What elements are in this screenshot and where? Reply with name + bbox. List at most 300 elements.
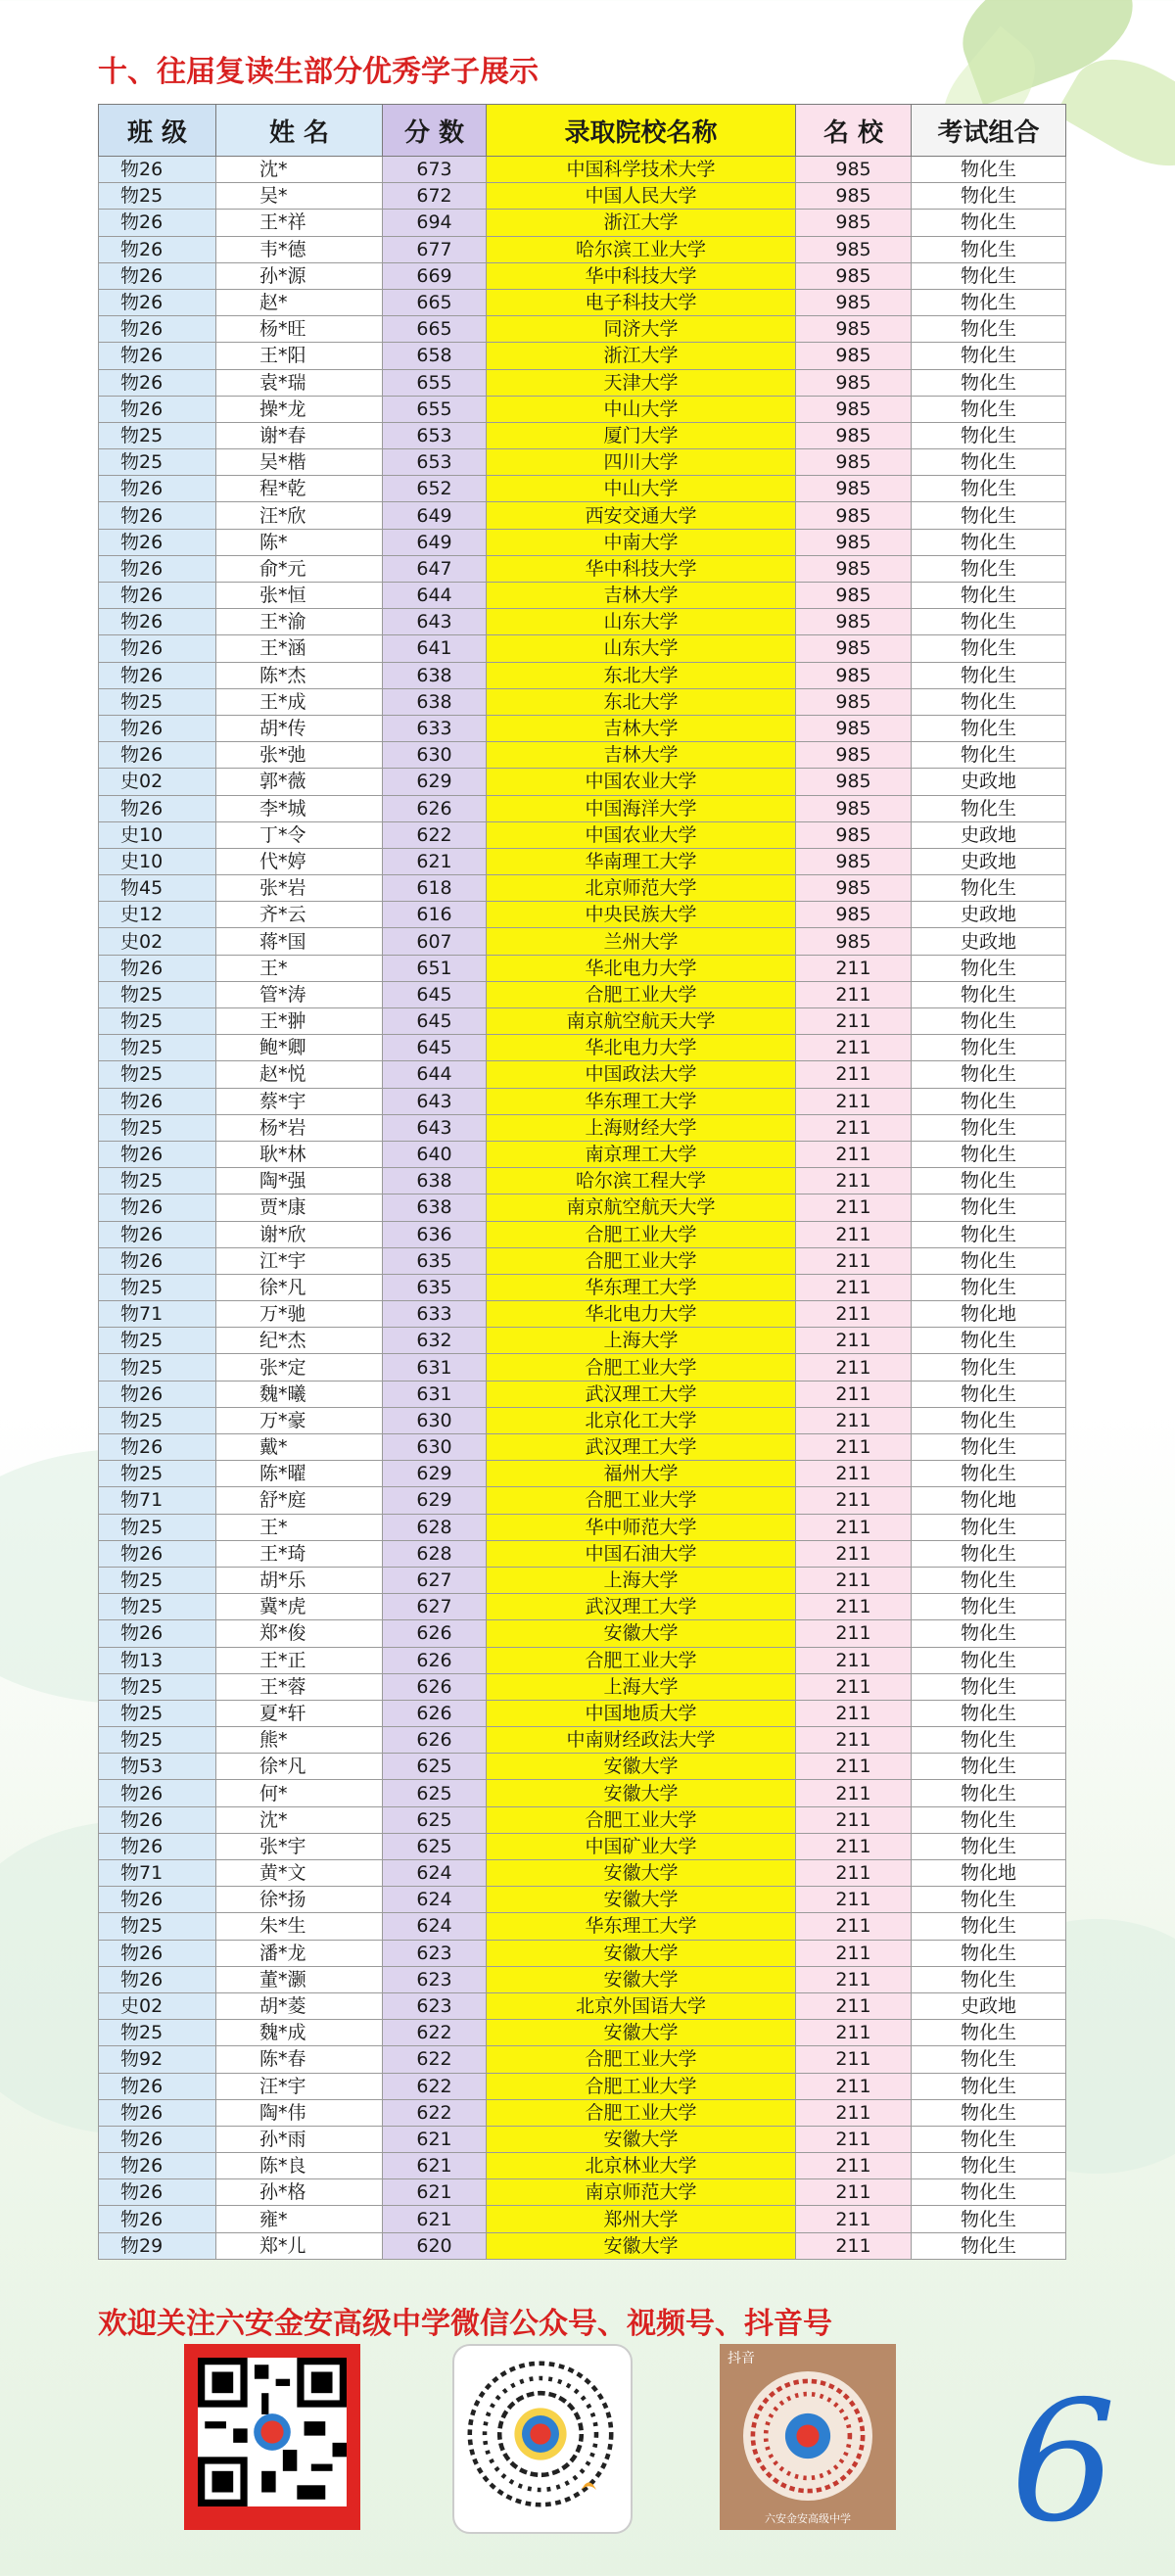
cell-combo: 物化生 <box>912 1966 1066 1992</box>
cell-combo: 物化生 <box>912 1407 1066 1433</box>
cell-class: 物26 <box>99 1780 216 1806</box>
douyin-qr-code[interactable] <box>720 2344 896 2530</box>
cell-name: 胡*传 <box>216 715 383 741</box>
cell-school: 厦门大学 <box>487 422 796 448</box>
cell-tier: 985 <box>796 609 912 635</box>
cell-school: 山东大学 <box>487 635 796 662</box>
table-row <box>99 1833 1066 1859</box>
cell-score: 624 <box>383 1887 487 1913</box>
table-row <box>99 2126 1066 2152</box>
cell-combo: 物化生 <box>912 1727 1066 1754</box>
cell-combo: 物化生 <box>912 1806 1066 1833</box>
cell-class: 物25 <box>99 1407 216 1433</box>
cell-tier: 211 <box>796 1780 912 1806</box>
table-row <box>99 1673 1066 1700</box>
cell-combo: 物化生 <box>912 396 1066 422</box>
cell-tier: 985 <box>796 635 912 662</box>
cell-school: 中南财经政法大学 <box>487 1727 796 1754</box>
cell-school: 中国矿业大学 <box>487 1833 796 1859</box>
cell-score: 626 <box>383 1647 487 1673</box>
table-row <box>99 1461 1066 1487</box>
table-row <box>99 848 1066 874</box>
cell-name: 王*成 <box>216 688 383 715</box>
cell-school: 武汉理工大学 <box>487 1381 796 1407</box>
cell-class: 物26 <box>99 662 216 688</box>
douyin-app-label: 抖音 <box>728 2351 755 2366</box>
cell-name: 陈* <box>216 529 383 555</box>
cell-score: 621 <box>383 848 487 874</box>
cell-combo: 物化生 <box>912 1008 1066 1035</box>
cell-school: 哈尔滨工程大学 <box>487 1168 796 1194</box>
cell-score: 655 <box>383 396 487 422</box>
cell-name: 张*弛 <box>216 742 383 769</box>
cell-school: 南京理工大学 <box>487 1141 796 1167</box>
cell-name: 吴* <box>216 183 383 210</box>
cell-score: 626 <box>383 1620 487 1647</box>
cell-tier: 211 <box>796 1887 912 1913</box>
cell-tier: 211 <box>796 2153 912 2179</box>
cell-school: 上海大学 <box>487 1328 796 1354</box>
cell-name: 王*琦 <box>216 1540 383 1567</box>
cell-name: 何* <box>216 1780 383 1806</box>
table-row <box>99 236 1066 262</box>
cell-combo: 物化生 <box>912 157 1066 183</box>
cell-combo: 史政地 <box>912 928 1066 955</box>
cell-combo: 物化生 <box>912 981 1066 1007</box>
cell-combo: 物化生 <box>912 662 1066 688</box>
cell-tier: 211 <box>796 1833 912 1859</box>
cell-combo: 物化生 <box>912 955 1066 981</box>
cell-name: 陈*杰 <box>216 662 383 688</box>
cell-score: 651 <box>383 955 487 981</box>
table-row <box>99 981 1066 1007</box>
cell-school: 华东理工大学 <box>487 1913 796 1940</box>
cell-combo: 物化生 <box>912 688 1066 715</box>
table-row <box>99 1061 1066 1088</box>
cell-score: 627 <box>383 1567 487 1593</box>
cell-combo: 物化生 <box>912 2020 1066 2046</box>
cell-combo: 物化生 <box>912 1221 1066 1247</box>
cell-class: 物26 <box>99 2126 216 2152</box>
table-row <box>99 1301 1066 1328</box>
table-row <box>99 476 1066 502</box>
cell-score: 626 <box>383 1673 487 1700</box>
cell-class: 物26 <box>99 343 216 369</box>
cell-class: 物26 <box>99 635 216 662</box>
cell-school: 东北大学 <box>487 662 796 688</box>
cell-class: 物26 <box>99 1088 216 1114</box>
cell-name: 程*乾 <box>216 476 383 502</box>
cell-school: 安徽大学 <box>487 2020 796 2046</box>
cell-tier: 211 <box>796 1940 912 1966</box>
cell-combo: 史政地 <box>912 1992 1066 2019</box>
header-tier: 名 校 <box>796 105 912 157</box>
cell-name: 张*岩 <box>216 875 383 902</box>
cell-score: 616 <box>383 902 487 928</box>
cell-tier: 985 <box>796 343 912 369</box>
cell-combo: 物化生 <box>912 1833 1066 1859</box>
cell-school: 电子科技大学 <box>487 289 796 315</box>
cell-tier: 211 <box>796 1061 912 1088</box>
cell-name: 陈*曜 <box>216 1461 383 1487</box>
cell-name: 王*阳 <box>216 343 383 369</box>
cell-tier: 211 <box>796 1727 912 1754</box>
cell-name: 杨*岩 <box>216 1114 383 1141</box>
cell-name: 俞*元 <box>216 555 383 582</box>
cell-class: 物25 <box>99 1061 216 1088</box>
cell-score: 622 <box>383 821 487 848</box>
table-row <box>99 1008 1066 1035</box>
cell-school: 中国石油大学 <box>487 1540 796 1567</box>
cell-tier: 211 <box>796 1806 912 1833</box>
cell-score: 632 <box>383 1328 487 1354</box>
cell-tier: 211 <box>796 1966 912 1992</box>
cell-class: 史10 <box>99 848 216 874</box>
cell-name: 汪*欣 <box>216 502 383 529</box>
cell-score: 622 <box>383 2073 487 2099</box>
cell-score: 620 <box>383 2232 487 2259</box>
cell-school: 中国科学技术大学 <box>487 157 796 183</box>
cell-combo: 物化生 <box>912 1540 1066 1567</box>
cell-tier: 985 <box>796 928 912 955</box>
cell-class: 物26 <box>99 2099 216 2126</box>
cell-combo: 史政地 <box>912 769 1066 795</box>
table-row <box>99 2179 1066 2206</box>
cell-name: 王* <box>216 955 383 981</box>
cell-name: 吴*楷 <box>216 449 383 476</box>
cell-tier: 985 <box>796 236 912 262</box>
cell-school: 安徽大学 <box>487 1620 796 1647</box>
cell-class: 物26 <box>99 289 216 315</box>
cell-combo: 物化生 <box>912 1274 1066 1300</box>
cell-tier: 985 <box>796 502 912 529</box>
cell-school: 华北电力大学 <box>487 955 796 981</box>
cell-name: 胡*乐 <box>216 1567 383 1593</box>
cell-class: 物26 <box>99 2073 216 2099</box>
cell-name: 陶*强 <box>216 1168 383 1194</box>
cell-tier: 985 <box>796 210 912 236</box>
cell-class: 物26 <box>99 262 216 289</box>
cell-score: 643 <box>383 609 487 635</box>
cell-tier: 985 <box>796 742 912 769</box>
table-row <box>99 529 1066 555</box>
cell-score: 631 <box>383 1381 487 1407</box>
cell-name: 江*宇 <box>216 1247 383 1274</box>
cell-tier: 211 <box>796 1328 912 1354</box>
table-row <box>99 1647 1066 1673</box>
cell-tier: 211 <box>796 1194 912 1221</box>
cell-class: 物26 <box>99 369 216 396</box>
table-row <box>99 742 1066 769</box>
cell-combo: 物化生 <box>912 1035 1066 1061</box>
cell-tier: 211 <box>796 2232 912 2259</box>
cell-school: 华中科技大学 <box>487 555 796 582</box>
cell-class: 物25 <box>99 2020 216 2046</box>
table-row <box>99 1194 1066 1221</box>
cell-name: 戴* <box>216 1434 383 1461</box>
cell-school: 上海大学 <box>487 1567 796 1593</box>
cell-class: 物25 <box>99 1913 216 1940</box>
cell-name: 董*灏 <box>216 1966 383 1992</box>
cell-combo: 物化生 <box>912 1354 1066 1381</box>
cell-name: 孙*源 <box>216 262 383 289</box>
cell-name: 舒*庭 <box>216 1487 383 1514</box>
cell-name: 郑*儿 <box>216 2232 383 2259</box>
cell-score: 645 <box>383 1035 487 1061</box>
table-row <box>99 1381 1066 1407</box>
cell-combo: 物化生 <box>912 1461 1066 1487</box>
page-number: 6 <box>1010 2365 1116 2559</box>
cell-combo: 物化生 <box>912 1061 1066 1088</box>
cell-class: 物26 <box>99 583 216 609</box>
table-row <box>99 1727 1066 1754</box>
qr-code-image <box>466 2360 615 2508</box>
table-row <box>99 1514 1066 1540</box>
table-row <box>99 1700 1066 1726</box>
cell-tier: 211 <box>796 1594 912 1620</box>
cell-school: 哈尔滨工业大学 <box>487 236 796 262</box>
table-row <box>99 1114 1066 1141</box>
cell-score: 624 <box>383 1860 487 1887</box>
table-row <box>99 502 1066 529</box>
cell-score: 694 <box>383 210 487 236</box>
cell-score: 672 <box>383 183 487 210</box>
cell-combo: 物化生 <box>912 1620 1066 1647</box>
table-header-row <box>99 105 1066 157</box>
header-name: 姓 名 <box>216 105 383 157</box>
cell-tier: 211 <box>796 1434 912 1461</box>
cell-class: 物25 <box>99 1727 216 1754</box>
cell-tier: 211 <box>796 1407 912 1433</box>
cell-school: 郑州大学 <box>487 2206 796 2232</box>
cell-score: 640 <box>383 1141 487 1167</box>
cell-class: 物26 <box>99 1966 216 1992</box>
cell-school: 安徽大学 <box>487 1887 796 1913</box>
cell-school: 上海大学 <box>487 1673 796 1700</box>
cell-score: 641 <box>383 635 487 662</box>
cell-school: 浙江大学 <box>487 210 796 236</box>
cell-combo: 物化生 <box>912 1514 1066 1540</box>
cell-combo: 物化生 <box>912 289 1066 315</box>
cell-combo: 物化生 <box>912 343 1066 369</box>
table-row <box>99 1806 1066 1833</box>
cell-name: 纪*杰 <box>216 1328 383 1354</box>
cell-combo: 物化生 <box>912 2179 1066 2206</box>
cell-score: 628 <box>383 1514 487 1540</box>
cell-score: 677 <box>383 236 487 262</box>
cell-school: 安徽大学 <box>487 1966 796 1992</box>
cell-class: 物26 <box>99 1806 216 1833</box>
cell-combo: 史政地 <box>912 902 1066 928</box>
cell-score: 626 <box>383 1700 487 1726</box>
cell-score: 631 <box>383 1354 487 1381</box>
cell-tier: 985 <box>796 688 912 715</box>
cell-score: 621 <box>383 2126 487 2152</box>
cell-combo: 物化生 <box>912 1168 1066 1194</box>
cell-class: 物25 <box>99 981 216 1007</box>
cell-name: 汪*宇 <box>216 2073 383 2099</box>
cell-class: 物26 <box>99 476 216 502</box>
cell-class: 物13 <box>99 1647 216 1673</box>
cell-score: 622 <box>383 2020 487 2046</box>
cell-score: 669 <box>383 262 487 289</box>
cell-tier: 211 <box>796 1088 912 1114</box>
cell-school: 华中科技大学 <box>487 262 796 289</box>
channels-qr-code[interactable] <box>452 2344 633 2534</box>
cell-school: 中国农业大学 <box>487 821 796 848</box>
cell-combo: 物化生 <box>912 609 1066 635</box>
cell-class: 物29 <box>99 2232 216 2259</box>
table-row <box>99 715 1066 741</box>
cell-class: 物71 <box>99 1301 216 1328</box>
cell-score: 643 <box>383 1088 487 1114</box>
cell-score: 626 <box>383 1727 487 1754</box>
cell-score: 653 <box>383 449 487 476</box>
cell-school: 合肥工业大学 <box>487 2073 796 2099</box>
cell-school: 中山大学 <box>487 396 796 422</box>
cell-school: 南京航空航天大学 <box>487 1008 796 1035</box>
cell-school: 西安交通大学 <box>487 502 796 529</box>
cell-score: 647 <box>383 555 487 582</box>
table-row <box>99 2020 1066 2046</box>
cell-combo: 物化生 <box>912 1141 1066 1167</box>
cell-tier: 211 <box>796 1754 912 1780</box>
qr-pattern <box>198 2358 347 2506</box>
table-row <box>99 1168 1066 1194</box>
qr-code-image <box>743 2371 872 2501</box>
cell-school: 华东理工大学 <box>487 1088 796 1114</box>
table-row <box>99 396 1066 422</box>
cell-name: 谢*春 <box>216 422 383 448</box>
cell-class: 物26 <box>99 1620 216 1647</box>
cell-school: 北京化工大学 <box>487 1407 796 1433</box>
cell-school: 中国人民大学 <box>487 183 796 210</box>
cell-school: 武汉理工大学 <box>487 1434 796 1461</box>
cell-name: 王*渝 <box>216 609 383 635</box>
cell-score: 625 <box>383 1780 487 1806</box>
cell-combo: 物化生 <box>912 449 1066 476</box>
cell-tier: 211 <box>796 1381 912 1407</box>
cell-school: 中国政法大学 <box>487 1061 796 1088</box>
cell-tier: 985 <box>796 662 912 688</box>
cell-combo: 物化生 <box>912 1673 1066 1700</box>
cell-score: 665 <box>383 289 487 315</box>
table-row <box>99 1247 1066 1274</box>
cell-name: 张*宇 <box>216 1833 383 1859</box>
cell-class: 物26 <box>99 1247 216 1274</box>
cell-school: 浙江大学 <box>487 343 796 369</box>
table-row <box>99 2206 1066 2232</box>
follow-us-text: 欢迎关注六安金安高级中学微信公众号、视频号、抖音号 <box>98 2307 832 2341</box>
cell-score: 625 <box>383 1754 487 1780</box>
cell-school: 北京林业大学 <box>487 2153 796 2179</box>
table-row <box>99 1992 1066 2019</box>
cell-school: 华北电力大学 <box>487 1301 796 1328</box>
cell-combo: 物化生 <box>912 1594 1066 1620</box>
cell-tier: 985 <box>796 183 912 210</box>
table-row <box>99 1274 1066 1300</box>
cell-tier: 211 <box>796 1114 912 1141</box>
cell-tier: 211 <box>796 1168 912 1194</box>
table-row <box>99 795 1066 821</box>
cell-tier: 985 <box>796 316 912 343</box>
table-row <box>99 635 1066 662</box>
cell-class: 物26 <box>99 1221 216 1247</box>
cell-tier: 211 <box>796 1913 912 1940</box>
cell-class: 物26 <box>99 1194 216 1221</box>
cell-name: 王*蓉 <box>216 1673 383 1700</box>
cell-school: 同济大学 <box>487 316 796 343</box>
cell-tier: 211 <box>796 1487 912 1514</box>
cell-class: 史12 <box>99 902 216 928</box>
cell-name: 王*涵 <box>216 635 383 662</box>
cell-name: 徐*凡 <box>216 1754 383 1780</box>
cell-tier: 985 <box>796 848 912 874</box>
cell-name: 冀*虎 <box>216 1594 383 1620</box>
cell-tier: 985 <box>796 396 912 422</box>
qr-pattern <box>466 2360 615 2508</box>
cell-class: 物26 <box>99 2206 216 2232</box>
cell-name: 陈*春 <box>216 2046 383 2073</box>
cell-school: 中南大学 <box>487 529 796 555</box>
table-body <box>99 157 1066 2260</box>
cell-combo: 物化生 <box>912 2126 1066 2152</box>
cell-combo: 物化生 <box>912 422 1066 448</box>
cell-score: 623 <box>383 1992 487 2019</box>
cell-combo: 物化生 <box>912 1887 1066 1913</box>
wechat-qr-code[interactable] <box>184 2344 360 2530</box>
cell-class: 物26 <box>99 210 216 236</box>
table-row <box>99 157 1066 183</box>
cell-school: 北京外国语大学 <box>487 1992 796 2019</box>
cell-tier: 985 <box>796 715 912 741</box>
cell-tier: 211 <box>796 1647 912 1673</box>
cell-school: 安徽大学 <box>487 1754 796 1780</box>
cell-combo: 史政地 <box>912 821 1066 848</box>
cell-tier: 211 <box>796 1221 912 1247</box>
table-row <box>99 1594 1066 1620</box>
cell-combo: 物化生 <box>912 2232 1066 2259</box>
cell-combo: 物化地 <box>912 1301 1066 1328</box>
cell-school: 吉林大学 <box>487 715 796 741</box>
table-row <box>99 2099 1066 2126</box>
cell-score: 638 <box>383 1194 487 1221</box>
cell-name: 王*翀 <box>216 1008 383 1035</box>
cell-score: 649 <box>383 502 487 529</box>
cell-combo: 物化生 <box>912 1913 1066 1940</box>
cell-school: 合肥工业大学 <box>487 1487 796 1514</box>
cell-score: 665 <box>383 316 487 343</box>
table-row <box>99 928 1066 955</box>
table-row <box>99 902 1066 928</box>
table-row <box>99 1780 1066 1806</box>
cell-school: 南京航空航天大学 <box>487 1194 796 1221</box>
cell-score: 629 <box>383 1461 487 1487</box>
cell-name: 万*驰 <box>216 1301 383 1328</box>
cell-combo: 物化生 <box>912 715 1066 741</box>
cell-name: 魏*曦 <box>216 1381 383 1407</box>
cell-combo: 物化生 <box>912 210 1066 236</box>
table-row <box>99 183 1066 210</box>
cell-tier: 211 <box>796 1514 912 1540</box>
cell-class: 物26 <box>99 1434 216 1461</box>
cell-school: 福州大学 <box>487 1461 796 1487</box>
cell-class: 史02 <box>99 928 216 955</box>
admissions-table <box>98 104 1066 2260</box>
cell-class: 物26 <box>99 1833 216 1859</box>
cell-combo: 物化生 <box>912 742 1066 769</box>
cell-combo: 物化生 <box>912 2206 1066 2232</box>
